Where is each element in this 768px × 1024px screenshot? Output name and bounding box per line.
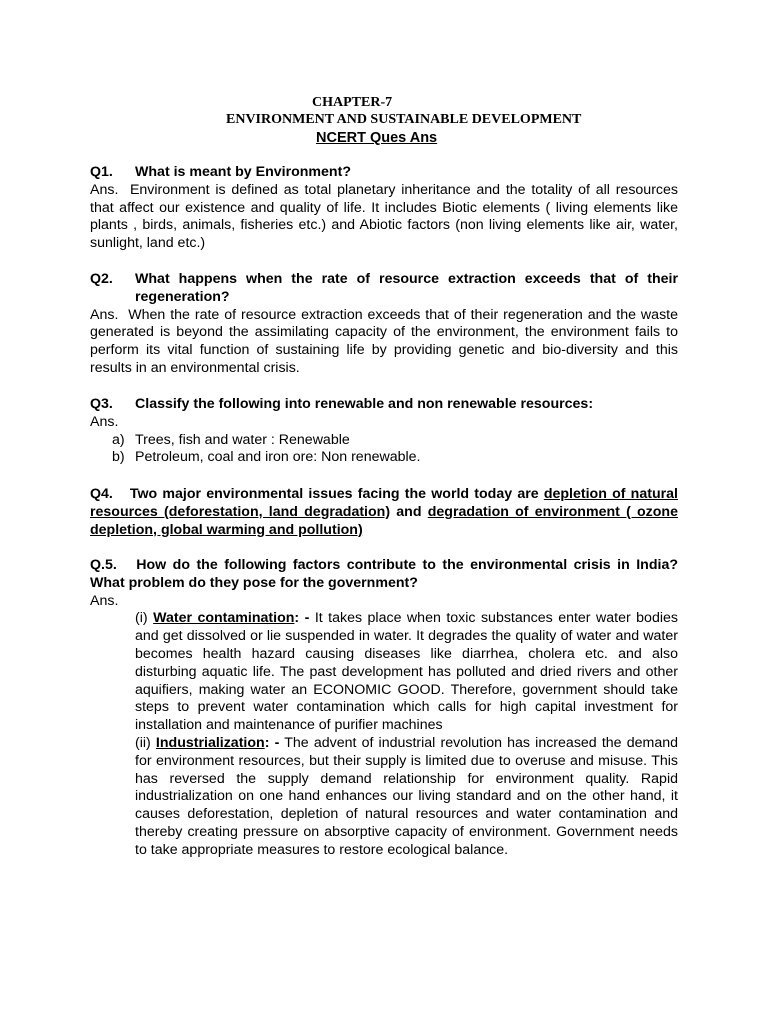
question-3-text: Classify the following into renewable and non renewable resources: <box>135 396 594 412</box>
answer-5-paragraph-1 <box>135 610 678 735</box>
paragraph-1-separator: : - <box>294 610 310 627</box>
question-4 <box>90 486 678 539</box>
paragraph-1-text: It takes place when toxic substances enter water bodies and get dissolved or lie suspended in water. It degrades the quality of water and water becomes health hazard causing diseases like diarrhea, cholera etc. and also disturbing aquatic life. The past development has polluted and dried rivers and other aquifiers, making water an ECONOMIC GOOD. Therefore, government should take steps to prevent water contamination which calls for high capital investment for installation and maintenance of purifier machines <box>135 610 678 734</box>
question-3 <box>90 396 678 467</box>
chapter-subtitle: NCERT Ques Ans <box>316 130 438 146</box>
paragraph-2-separator: : - <box>264 734 280 751</box>
question-2 <box>90 271 678 378</box>
question-2-text: What happens when the rate of resource extraction exceeds that of their regeneration? <box>135 271 678 305</box>
answer-5-paragraph-2 <box>135 735 678 860</box>
question-4-number: Q4. <box>90 486 113 502</box>
answer-1-text: Environment is defined as total planetary inheritance and the totality of all resources that affect our existence and quality of life. It includes Biotic elements ( living elements like plants , birds, animals, fisheries etc.) and Abiotic factors (non living elements like air, water, sunlight, land etc.) <box>90 181 678 252</box>
answer-1-label: Ans. <box>90 181 119 198</box>
question-4-issue-2: degradation of environment ( ozone depletion, global warming and pollution) <box>90 503 678 538</box>
question-5-number: Q.5. <box>90 557 117 573</box>
list-item <box>90 432 678 450</box>
answer-1 <box>90 182 678 253</box>
answer-5-label: Ans. <box>90 592 119 609</box>
question-5-heading <box>90 557 678 593</box>
question-3-number: Q3. <box>90 396 113 412</box>
question-4-issue-1: depletion of natural resources (deforestation, land degradation) <box>90 486 678 520</box>
paragraph-1-prefix: (i) <box>135 610 148 627</box>
question-4-lead: Two major environmental issues facing the world today are <box>129 486 539 502</box>
answer-2-text: When the rate of resource extraction exceeds that of their regeneration and the waste generated is beyond the assimilating capacity of the environment, the environment fails to perform its vital function of sustaining life by providing genetic and bio-diversity and this results in an environmental crisis. <box>90 306 678 376</box>
chapter-title: ENVIRONMENT AND SUSTAINABLE DEVELOPMENT <box>226 112 582 127</box>
question-1 <box>90 164 678 253</box>
question-4-joiner: and <box>396 503 422 520</box>
question-2-number: Q2. <box>90 271 113 287</box>
list-item-marker: b) <box>112 449 125 466</box>
question-1-text: What is meant by Environment? <box>135 164 351 180</box>
paragraph-2-text: The advent of industrial revolution has increased the demand for environment resources, but their supply is limited due to overuse and misuse. This has reversed the supply demand relationship for environment quality. Rapid industrialization on one hand enhances our living standard and on the other hand, it causes deforestation, depletion of natural resources and water contamination and thereby creating pressure on absorptive capacity of environment. Government needs to take appropriate measures to restore ecological balance. <box>135 734 678 858</box>
paragraph-2-title: Industrialization <box>155 734 265 751</box>
answer-2 <box>90 307 678 378</box>
answer-2-label: Ans. <box>90 306 119 323</box>
question-1-number: Q1. <box>90 164 113 180</box>
chapter-number: CHAPTER-7 <box>312 95 393 110</box>
paragraph-1-title: Water contamination <box>153 610 295 627</box>
question-5-text: How do the following factors contribute to the environmental crisis in India? What problem do they pose for the government? <box>90 557 679 591</box>
question-5 <box>90 557 678 860</box>
list-item-marker: a) <box>112 431 125 448</box>
answer-3-label: Ans. <box>90 413 119 430</box>
list-item-text: Trees, fish and water : Renewable <box>135 431 350 448</box>
list-item-text: Petroleum, coal and iron ore: Non renewable. <box>135 449 421 466</box>
paragraph-2-prefix: (ii) <box>135 734 151 751</box>
list-item <box>90 449 678 467</box>
